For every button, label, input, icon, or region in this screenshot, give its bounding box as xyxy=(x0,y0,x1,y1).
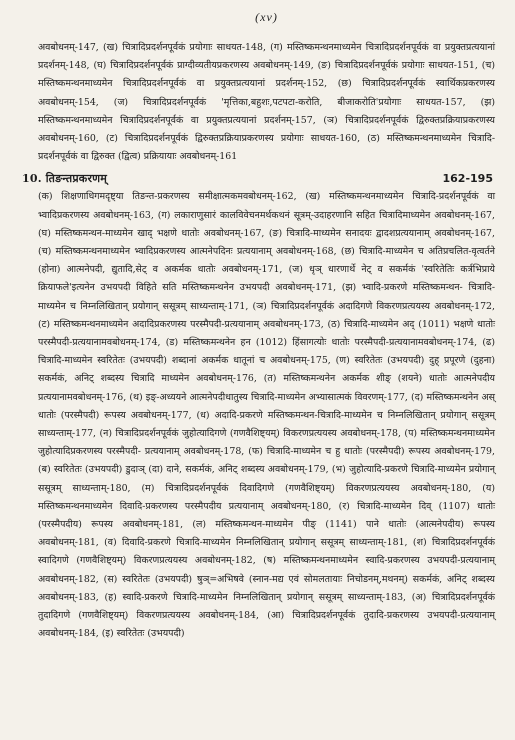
section-paragraph: (क) शिक्षणाधिगमदृष्ट्या तिङन्त-प्रकरणस्य समीक्षात्मकमवबोधनम्-162, (ख) मस्तिष्कमन्थनमाध्यमेन चित्रादि-प्रदर्शनपूर्वकं वा भ्वादिप्रकरणस्य अवबोधनम्-163, (ग) लकाराणुसारं कालविवेचनमर्थकथनं सूत्रम्-उदाहरणानि सहित चित्रादिमाध्यमेन अवबोधनम्-167, (घ) मस्तिष्कमन्थन-माध्यमेन खाद् भक्षणे धातोः अवबोधनम्-167, (ङ) चित्रादि-माध्यमेन सनादयः द्वादशप्रत्ययानाम् अवबोधनम्-167, (च) मस्तिष्कमन्थनमाध्यमेन भ्वादिप्रकरणस्य आत्मनेपदिनः प्रत्ययानाम् अवबोधनम्-168, (छ) चित्रादि-माध्यमेन च अतिप्रचलित-वृत्वर्तने (होना) आत्मनेपदी, द्युतादि,सेट् व अकर्मक धातोः अवबोधनम्-171, (ज) धृञ् धारणार्थे नेट् व सकर्मकं 'स्वरितेतिः कर्त्रभिप्राये क्रियाफले'इत्यनेन उभयपदी विहिते सति मस्तिष्कमन्थनेन उभयपदी अवबोधनम्-171, (झ) भ्वादि-प्रकरणे मस्तिष्कमन्थन- चित्रादि-माध्यमेन च निम्नलिखितान् प्रयोगान् ससूत्रम् साध्यन्ताम्-171, (ञ) चित्रादिप्रदर्शनपूर्वकं अदादिगणे विकरणप्रत्ययस्य अवबोधनम्-172, (ट) मस्तिष्कमन्थनमाध्यमेन अदादिप्रकरणस्य परस्मैपदी-प्रत्ययानाम् अवबोधनम्-173, (ठ) चित्रादि-माध्यमेन अद् (1011) भक्षणे धातोः परस्मैपदी-प्रत्ययानामवबोधनम्-174, (ड) मस्तिष्कमन्थनेन हन (1012) हिंसागत्योः धातोः परस्मैपदी-प्रत्ययानामवबोधनम्-174, (ढ) चित्रादि-माध्यमेन स्वरितेतः (उभयपदी) शब्दानां अकर्मक धातूनां च अवबोधनम्-175, (ण) स्वरितेतः (उभयपदी) दुह् प्रपूरणे (दुहना) सकर्मकं, अनिट् शब्दस्य चित्रादि माध्यमेन अवबोधनम्-176, (त) मस्तिष्कमन्थनेन अकर्मक शीङ् (शयने) धातोः आत्मनेपदीय प्रत्ययानामवबोधनम्-176, (थ) इङ्-अध्ययने आत्मनेपदीधातुस्य चित्रादि-माध्यमेन अभ्यासात्मकं विवरणम्-177, (द) मस्तिष्कमन्थनेन अस् धातोः (परस्मैपदी) रूपस्य अवबोधनम्-177, (ध) अदादि-प्रकरणे मस्तिष्कमन्थन-चित्रादि-माध्यमेन च निम्नलिखितान् प्रयोगान् ससूत्रम् साध्यन्ताम्-177, (न) चित्रादिप्रदर्शनपूर्वकं जुहोत्यादिगणे (गणवैशिष्ट्यम्) विकरणप्रत्ययस्य अवबोधनम्-178, (प) मस्तिष्कमन्थनमाध्यमेन जुहोत्यादिप्रकरणस्य परस्मैपदी- प्रत्ययानाम् अवबोधनम्-178, (फ) चित्रादि-माध्यमेन च हु धातोः (परस्मैपदी) रूपस्य अवबोधनम्-179, (ब) स्वरितेतः (उभयपदी) डुदाञ् (दा) दाने, सकर्मकं, अनिट् शब्दस्य अवबोधनम्-179, (भ) जुहोत्यादि-प्रकरणे चित्रादि-माध्यमेन प्रयोगान् ससूत्रम् साध्यन्ताम्-180, (म) चित्रादिप्रदर्शनपूर्वकं दिवादिगणे (गणवैशिष्ट्यम्) विकरणप्रत्ययस्य अवबोधनम्-180, (य) मस्तिष्कमन्थनमाध्यमेन दिवादि-प्रकरणस्य परस्मैपदीय प्रत्ययानाम् अवबोधनम्-180, (र) चित्रादि-माध्यमेन दिव् (1107) धातोः (परस्मैपदीय) रूपस्य अवबोधनम्-181, (ल) मस्तिष्कमन्थन-माध्यमेन पीङ् (1141) पाने धातोः (आत्मनेपदीय) रूपस्य अवबोधनम्-181, (व) दिवादि-प्रकरणे चित्रादि-माध्यमेन निम्नलिखितान् प्रयोगान् ससूत्रम् साध्यन्ताम्-181, (श) चित्रादिप्रदर्शनपूर्वकं स्वादिगणे (गणवैशिष्ट्यम्) विकरणप्रत्ययस्य अवबोधनम्-182, (ष) मस्तिष्कमन्थनमाध्यमेन स्वादि-प्रकरणस्य उभयपदी-प्रत्ययानाम् अवबोधनम्-182, (स) स्वरितेतः (उभयपदी) षुञ्=अभिषवे (स्नान-मद्य एवं सोमलतायाः निचोडनम्,मथनम्) सकर्मकं, अनिट् शब्दस्य अवबोधनम्-183, (ह) स्वादि-प्रकरणे चित्रादि-माध्यमेन निम्नलिखितान् प्रयोगान् ससूत्रम् साध्यन्ताम्-183, (अ) चित्रादिप्रदर्शनपूर्वकं तुदादिगणे (गणवैशिष्ट्यम्) विकरणप्रत्ययस्य अवबोधनम्-184, (आ) चित्रादिप्रदर्शनपूर्वकं तुदादि-प्रकरणस्य उभयपदी-प्रत्ययानाम् अवबोधनम्-184, (इ) स्वरितेतः (उभयपदी) xyxy=(38,191,495,640)
section-page-range: 162-195 xyxy=(442,172,493,186)
section-title: 10. तिङन्तप्रकरणम् xyxy=(22,172,108,186)
intro-paragraph: अवबोधनम्-147, (ख) चित्रादिप्रदर्शनपूर्वकं प्रयोगाः साधयत-148, (ग) मस्तिष्कमन्थनमाध्यमेन चित्रादिप्रदर्शनपूर्वकं वा प्रयुक्तप्रत्ययानां प्रदर्शनम्-148, (घ) चित्रादिप्रदर्शनपूर्वकं प्राग्दीव्यतीयप्रकरणस्य अवबोधनम्-149, (ङ) चित्रादिप्रदर्शनपूर्वकं प्रयोगाः साधयत-151, (च) मस्तिष्कमन्थनमाध्यमेन चित्रादिप्रदर्शनपूर्वकं वा प्रयुक्तप्रत्ययानां प्रदर्शनम्-152, (छ) चित्रादिप्रदर्शनपूर्वकं स्वार्थिकप्रकरणस्य अवबोधनम्-154, (ज) चित्रादिप्रदर्शनपूर्वकं 'मृत्तिका,बहुशः,पटपटा-करोति, बीजाकरोति'प्रयोगाः साधयत-157, (झ) मस्तिष्कमन्थनमाध्यमेन चित्रादिप्रदर्शनपूर्वकं वा प्रयुक्तप्रत्ययानां प्रदर्शनम्-157, (ञ) चित्रादिप्रदर्शनपूर्वकं द्विरुक्तप्रक्रियाप्रकरणस्य अवबोधनम्-160, (ट) चित्रादिप्रदर्शनपूर्वकं द्विरुक्तप्रक्रियाप्रकरणस्य प्रयोगाः साधयत-160, (ठ) मस्तिष्कमन्थनमाध्यमेन चित्रादि-प्रदर्शनपूर्वकं वा द्विरुक्त (द्वित्व) प्रक्रियायाः अवबोधनम्-161 xyxy=(38,42,495,163)
section-heading xyxy=(22,170,495,188)
page-number: (xv) xyxy=(255,10,278,24)
